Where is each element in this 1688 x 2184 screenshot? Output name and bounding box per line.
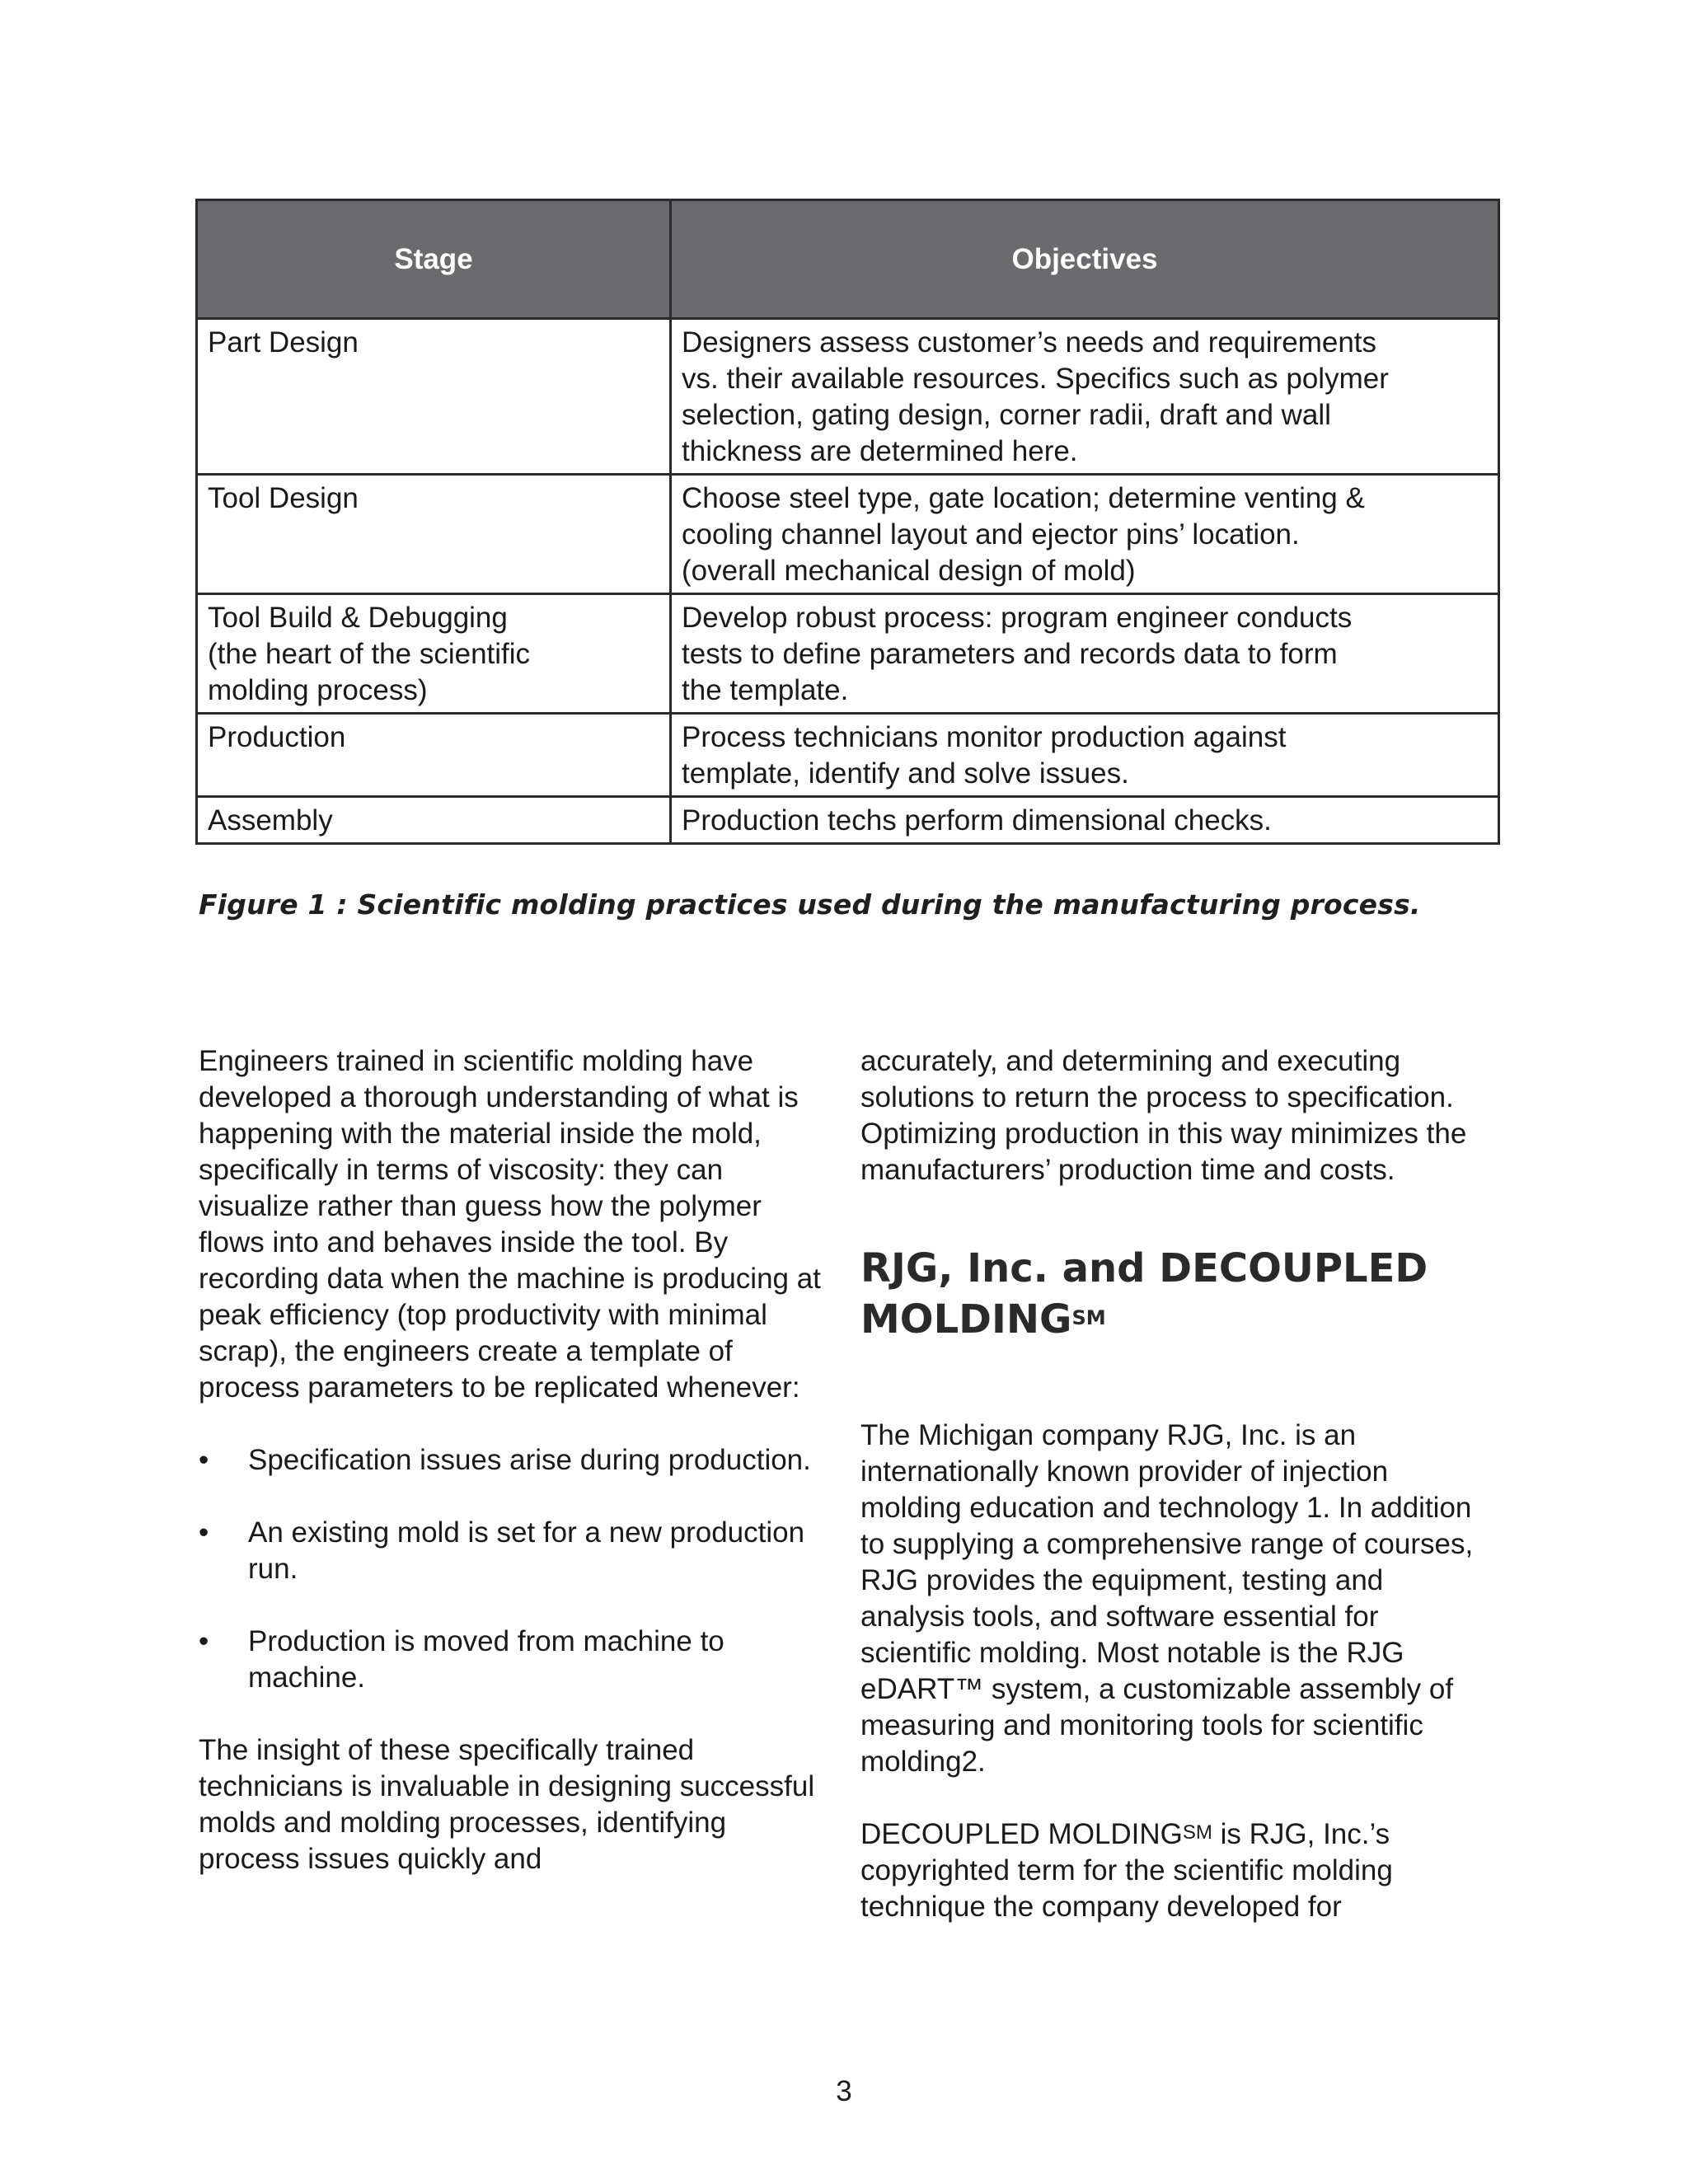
- bullet-text: An existing mold is set for a new production run.: [248, 1516, 805, 1585]
- bullet-list: [199, 1442, 833, 1696]
- table-row: [197, 319, 1499, 475]
- bullet-text: Production is moved from machine to machine.: [248, 1625, 724, 1694]
- bullet-marker: •: [199, 1444, 209, 1476]
- list-item: [199, 1442, 833, 1479]
- objective-cell: Process technicians monitor production against template, identify and solve issues.: [671, 714, 1499, 797]
- decoupled-rest: is RJG, Inc.’s copyrighted term for the scientific molding technique the company developed for: [860, 1818, 1393, 1923]
- table-row: [197, 797, 1499, 844]
- objective-cell: Choose steel type, gate location; determine venting & cooling channel layout and ejector pins’ location. (overall mechanical design of mold): [671, 475, 1499, 594]
- service-mark: SM: [1071, 1306, 1106, 1329]
- closing-paragraph: The insight of these specifically trained technicians is invaluable in designing successful molds and molding processes, identifying process issues quickly and: [199, 1734, 815, 1875]
- left-column: [199, 1043, 833, 1877]
- objective-cell: Develop robust process: program engineer conducts tests to define parameters and records data to form the template.: [671, 594, 1499, 714]
- section-heading-text: RJG, Inc. and DECOUPLED MOLDING: [860, 1245, 1428, 1343]
- continuation-paragraph: accurately, and determining and executing solutions to return the process to specification. Optimizing production in this way minimizes the manufacturers’ production time and costs.: [860, 1045, 1467, 1186]
- section-heading: [860, 1243, 1495, 1345]
- header-objectives: Objectives: [671, 200, 1499, 319]
- table-header-row: [197, 200, 1499, 319]
- stage-cell: Part Design: [197, 319, 671, 475]
- bullet-marker: •: [199, 1625, 209, 1657]
- bullet-text: Specification issues arise during production.: [248, 1444, 811, 1476]
- objective-cell: Production techs perform dimensional checks.: [671, 797, 1499, 844]
- decoupled-paragraph: [860, 1816, 1495, 1925]
- list-item: [199, 1624, 833, 1696]
- objective-cell: Designers assess customer’s needs and requirements vs. their available resources. Specifics such as polymer selection, gating design, corner radii, draft and wall thickness are determined here.: [671, 319, 1499, 475]
- stage-cell: Assembly: [197, 797, 671, 844]
- header-stage: Stage: [197, 200, 671, 319]
- stage-cell: Tool Build & Debugging (the heart of the scientific molding process): [197, 594, 671, 714]
- table-row: [197, 594, 1499, 714]
- table-row: [197, 714, 1499, 797]
- service-mark: SM: [1182, 1821, 1212, 1844]
- figure-caption: Figure 1 : Scientific molding practices used during the manufacturing process.: [199, 888, 1421, 921]
- list-item: [199, 1515, 833, 1587]
- intro-paragraph: Engineers trained in scientific molding have developed a thorough understanding of what is happening with the material inside the mold, specifically in terms of viscosity: they can visualize rather than guess how the polymer flows into and behaves inside the tool. By recording data when the machine is producing at peak efficiency (top productivity with minimal scrap), the engineers create a template of process parameters to be replicated whenever:: [199, 1045, 821, 1404]
- decoupled-lead: DECOUPLED MOLDING: [860, 1818, 1183, 1850]
- stages-table: [195, 199, 1500, 845]
- stage-cell: Production: [197, 714, 671, 797]
- right-column: [860, 1043, 1495, 1925]
- bullet-marker: •: [199, 1516, 209, 1549]
- table-row: [197, 475, 1499, 594]
- stage-cell: Tool Design: [197, 475, 671, 594]
- rjg-paragraph: The Michigan company RJG, Inc. is an internationally known provider of injection molding education and technology 1. In addition to supplying a comprehensive range of courses, RJG provides the equipment, testing and analysis tools, and software essential for scientific molding. Most notable is the RJG eDART™ system, a customizable assembly of measuring and monitoring tools for scientific molding2.: [860, 1419, 1474, 1778]
- page-number: 3: [836, 2075, 852, 2107]
